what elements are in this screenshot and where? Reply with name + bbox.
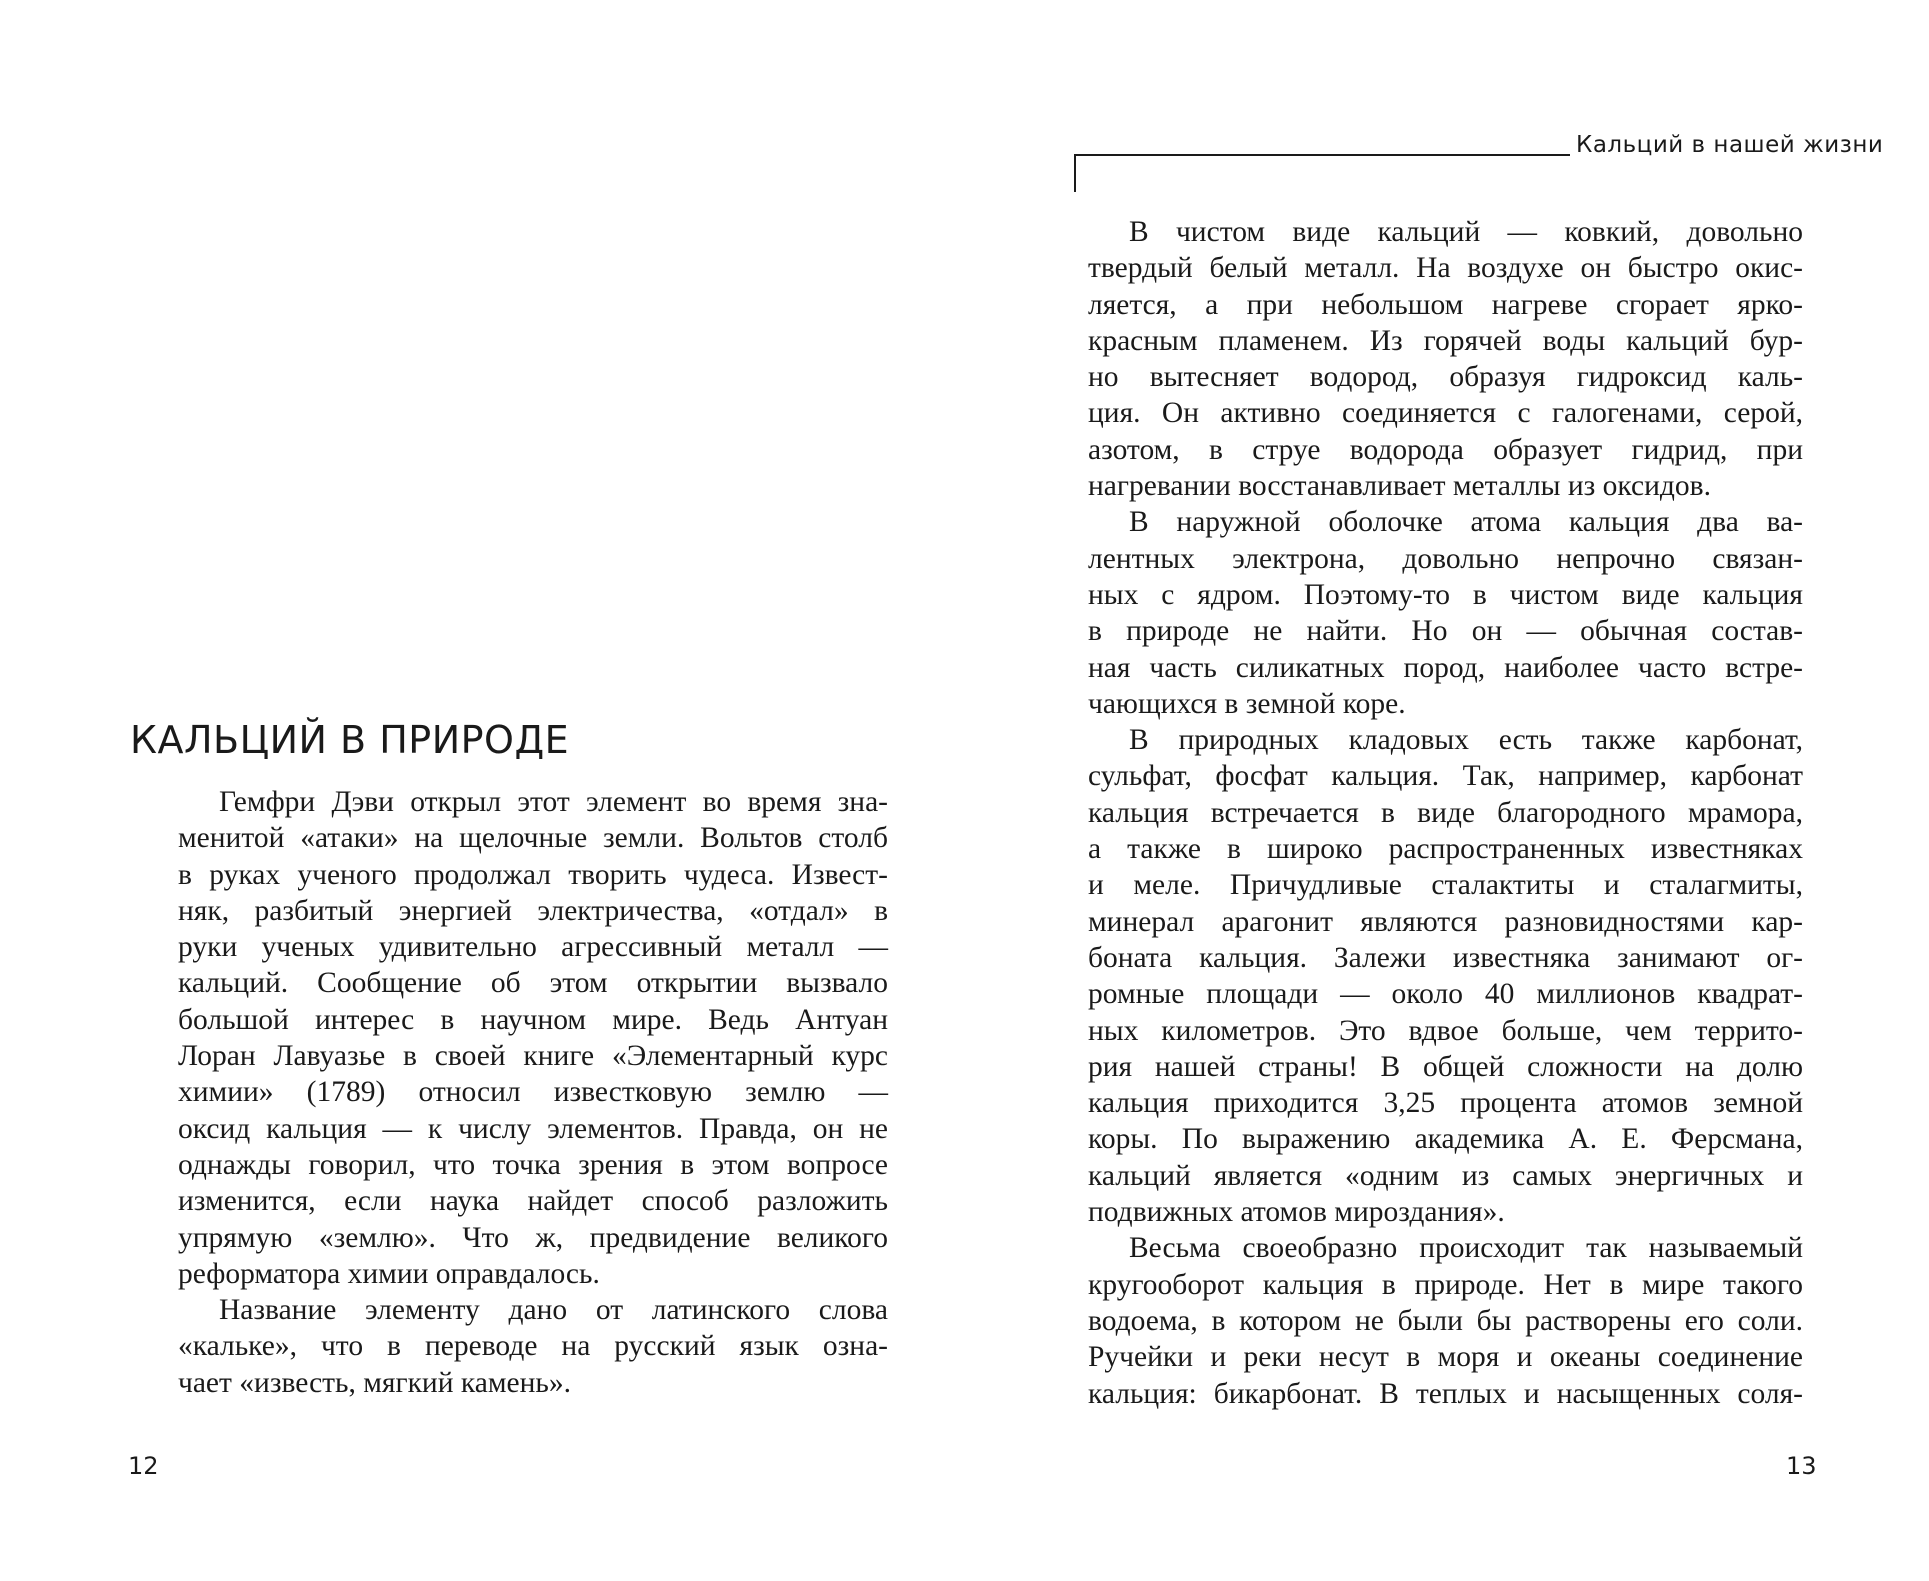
text-line: реформатора химии оправдалось. (178, 1257, 600, 1290)
text-line: боната кальция. Залежи известняка занимают ог- (1088, 941, 1803, 974)
text-line: Ручейки и реки несут в моря и океаны соединение (1088, 1341, 1803, 1374)
paragraph (1088, 722, 1803, 1230)
paragraph (178, 784, 888, 1292)
running-head (1074, 132, 1884, 194)
text-line: нагревании восстанавливает металлы из оксидов. (1088, 470, 1711, 503)
text-line: а также в широко распространенных известняках (1088, 833, 1803, 866)
text-line: ромные площади — около 40 миллионов квадрат- (1088, 978, 1803, 1011)
text-line: коры. По выражению академика А. Е. Ферсмана, (1088, 1123, 1803, 1156)
text-line: однажды говорил, что точка зрения в этом вопросе (178, 1148, 888, 1181)
text-line: оксид кальция — к числу элементов. Правда, он не (178, 1112, 888, 1145)
text-line: менитой «атаки» на щелочные земли. Вольтов столб (178, 822, 888, 855)
text-line: кругооборот кальция в природе. Нет в мире такого (1088, 1268, 1803, 1301)
text-line: и меле. Причудливые сталактиты и сталагмиты, (1088, 869, 1803, 902)
text-line: большой интерес в научном мире. Ведь Антуан (178, 1003, 888, 1036)
text-line: руки ученых удивительно агрессивный металл — (178, 931, 888, 964)
text-line: изменится, если наука найдет способ разложить (178, 1185, 888, 1218)
text-line: рия нашей страны! В общей сложности на долю (1088, 1050, 1803, 1083)
text-line: няк, разбитый энергией электричества, «отдал» в (178, 894, 888, 927)
page-number: 12 (128, 1452, 159, 1480)
text-line: твердый белый металл. На воздухе он быстро окис- (1088, 252, 1803, 285)
running-head-title: Кальций в нашей жизни (1576, 132, 1884, 158)
text-line: чающихся в земной коре. (1088, 687, 1406, 720)
text-line: «кальке», что в переводе на русский язык озна- (178, 1330, 888, 1363)
text-line: ляется, а при небольшом нагреве сгорает ярко- (1088, 288, 1803, 321)
text-line: Гемфри Дэви открыл этот элемент во время зна- (219, 786, 888, 818)
section-title: КАЛЬЦИЙ В ПРИРОДЕ (130, 718, 570, 762)
text-line: в руках ученого продолжал творить чудеса. Извест- (178, 858, 888, 891)
text-line: кальция приходится 3,25 процента атомов земной (1088, 1087, 1803, 1120)
text-line: чает «известь, мягкий камень». (178, 1366, 571, 1399)
text-line: ция. Он активно соединяется с галогенами, серой, (1088, 397, 1803, 430)
text-line: кальций. Сообщение об этом открытии вызвало (178, 967, 888, 1000)
text-line: Лоран Лавуазье в своей книге «Элементарный курс (178, 1040, 888, 1073)
text-line: Весьма своеобразно происходит так называемый (1129, 1232, 1803, 1265)
text-line: азотом, в струе водорода образует гидрид, при (1088, 433, 1803, 466)
text-line: упрямую «землю». Что ж, предвидение великого (178, 1221, 888, 1254)
text-line: В природных кладовых есть также карбонат, (1129, 724, 1803, 757)
text-line: кальция: бикарбонат. В теплых и насыщенных соля- (1088, 1377, 1803, 1410)
paragraph (1088, 504, 1803, 722)
text-line: кальций является «одним из самых энергичных и (1088, 1159, 1803, 1192)
right-page (964, 0, 1929, 1581)
text-line: водоема, в котором не были бы растворены его соли. (1088, 1304, 1803, 1337)
text-line: В наружной оболочке атома кальция два ва- (1129, 506, 1803, 539)
paragraph (1088, 214, 1803, 504)
paragraph (178, 1292, 888, 1401)
page-number: 13 (1786, 1452, 1817, 1480)
text-line: минерал арагонит являются разновидностями кар- (1088, 905, 1803, 938)
right-page-body (1088, 214, 1803, 1412)
text-line: кальция встречается в виде благородного мрамора, (1088, 796, 1803, 829)
text-line: сульфат, фосфат кальция. Так, например, карбонат (1088, 760, 1803, 793)
running-head-rule (1074, 154, 1570, 156)
text-line: В чистом виде кальций — ковкий, довольно (1129, 216, 1803, 248)
text-line: подвижных атомов мироздания». (1088, 1196, 1505, 1229)
left-page-body (178, 784, 888, 1401)
left-page (0, 0, 964, 1581)
running-head-rule-vertical (1074, 154, 1076, 192)
text-line: но вытесняет водород, образуя гидроксид каль- (1088, 361, 1803, 394)
paragraph (1088, 1230, 1803, 1411)
text-line: в природе не найти. Но он — обычная состав- (1088, 615, 1803, 648)
text-line: лентных электрона, довольно непрочно связан- (1088, 542, 1803, 575)
text-line: ная часть силикатных пород, наиболее часто встре- (1088, 651, 1803, 684)
text-line: Название элементу дано от латинского слова (219, 1294, 888, 1327)
text-line: ных километров. Это вдвое больше, чем террито- (1088, 1014, 1803, 1047)
text-line: ных с ядром. Поэтому-то в чистом виде кальция (1088, 578, 1803, 611)
text-line: красным пламенем. Из горячей воды кальций бур- (1088, 324, 1803, 357)
text-line: химии» (1789) относил известковую землю — (178, 1076, 888, 1109)
